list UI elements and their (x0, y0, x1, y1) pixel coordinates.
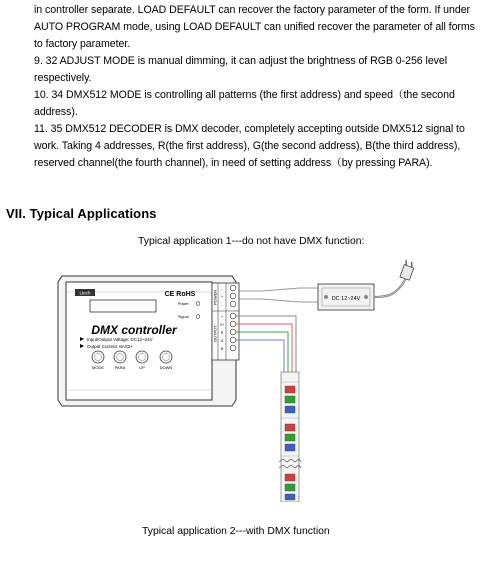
signal-indicator-label: Signal (178, 315, 189, 319)
terminal-power-label: POWER (212, 289, 218, 305)
terminal-screws (230, 285, 236, 351)
power-supply (318, 260, 414, 310)
up-button-label: UP (139, 365, 145, 370)
instruction-paragraph-10: 10. 34 DMX512 MODE is controlling all patterns (the first address) and speed（the second address). (34, 89, 455, 118)
brand-logo: Ltech (79, 290, 91, 296)
power-input-wire-top (239, 288, 318, 291)
power-input-wire-bottom (239, 299, 318, 302)
caption-application-2: Typical application 2---with DMX function (142, 526, 330, 537)
display-window (90, 300, 156, 312)
caption-application-1: Typical application 1---do not have DMX function: (138, 236, 365, 247)
pin-label: G (220, 339, 224, 343)
mode-button-label: MODE (92, 365, 104, 370)
para-button[interactable] (114, 351, 126, 370)
spec-current: Output Current: 8A/CH (87, 344, 133, 349)
led-segment (285, 424, 295, 451)
para-button-label: PARA (114, 365, 126, 370)
wire-blue (236, 340, 284, 372)
pin-label: + (221, 295, 223, 299)
led-segment (285, 474, 295, 500)
down-button-label: DOWN (159, 365, 173, 370)
dmx-controller (58, 276, 239, 406)
wire-green (236, 332, 288, 372)
plug-icon (400, 260, 414, 280)
signal-led-icon (196, 315, 200, 319)
instruction-paragraph-9: 9. 32 ADJUST MODE is manual dimming, it can adjust the brightness of RGB 0-256 level respectively. (34, 55, 448, 84)
cert-marks: CE RoHS (164, 291, 196, 298)
led-segment (285, 386, 295, 413)
mains-cable (374, 278, 406, 297)
pin-label: - (221, 287, 223, 291)
pin-label: V+ (219, 323, 225, 327)
down-button[interactable] (160, 351, 173, 370)
pin-label: + (221, 315, 223, 319)
instruction-paragraph-11: 11. 35 DMX512 DECODER is DMX decoder, completely accepting outside DMX512 signal to work. Taking 4 addresses, R(the first address), G(the second address), B(the third address), reserved channel(the fourth channel), in need of setting address（by pressing PARA). (34, 123, 465, 169)
controller-title: DMX controller (91, 323, 177, 337)
power-led-icon (196, 302, 200, 306)
pin-label: R (220, 331, 224, 335)
terminal-output-label: OUTPUT (212, 325, 218, 342)
output-wires (236, 316, 296, 372)
power-supply-label: DC 12~24V (331, 296, 361, 302)
mode-button[interactable] (92, 351, 104, 370)
instruction-paragraph-8-cont: in controller separate. LOAD DEFAULT can recover the factory parameter of the form. If under AUTO PROGRAM mode, using LOAD DEFAULT can unified recover the parameter of all forms to factory parameter. (34, 4, 475, 50)
pin-label: - (221, 303, 223, 307)
section-heading: VII. Typical Applications (6, 206, 157, 221)
led-strip (279, 372, 301, 502)
spec-voltage: Input/Output Voltage: DC12~24V (87, 337, 153, 342)
power-indicator-label: Power (178, 302, 189, 306)
pin-label: B (220, 347, 224, 351)
wiring-diagram (0, 252, 499, 502)
